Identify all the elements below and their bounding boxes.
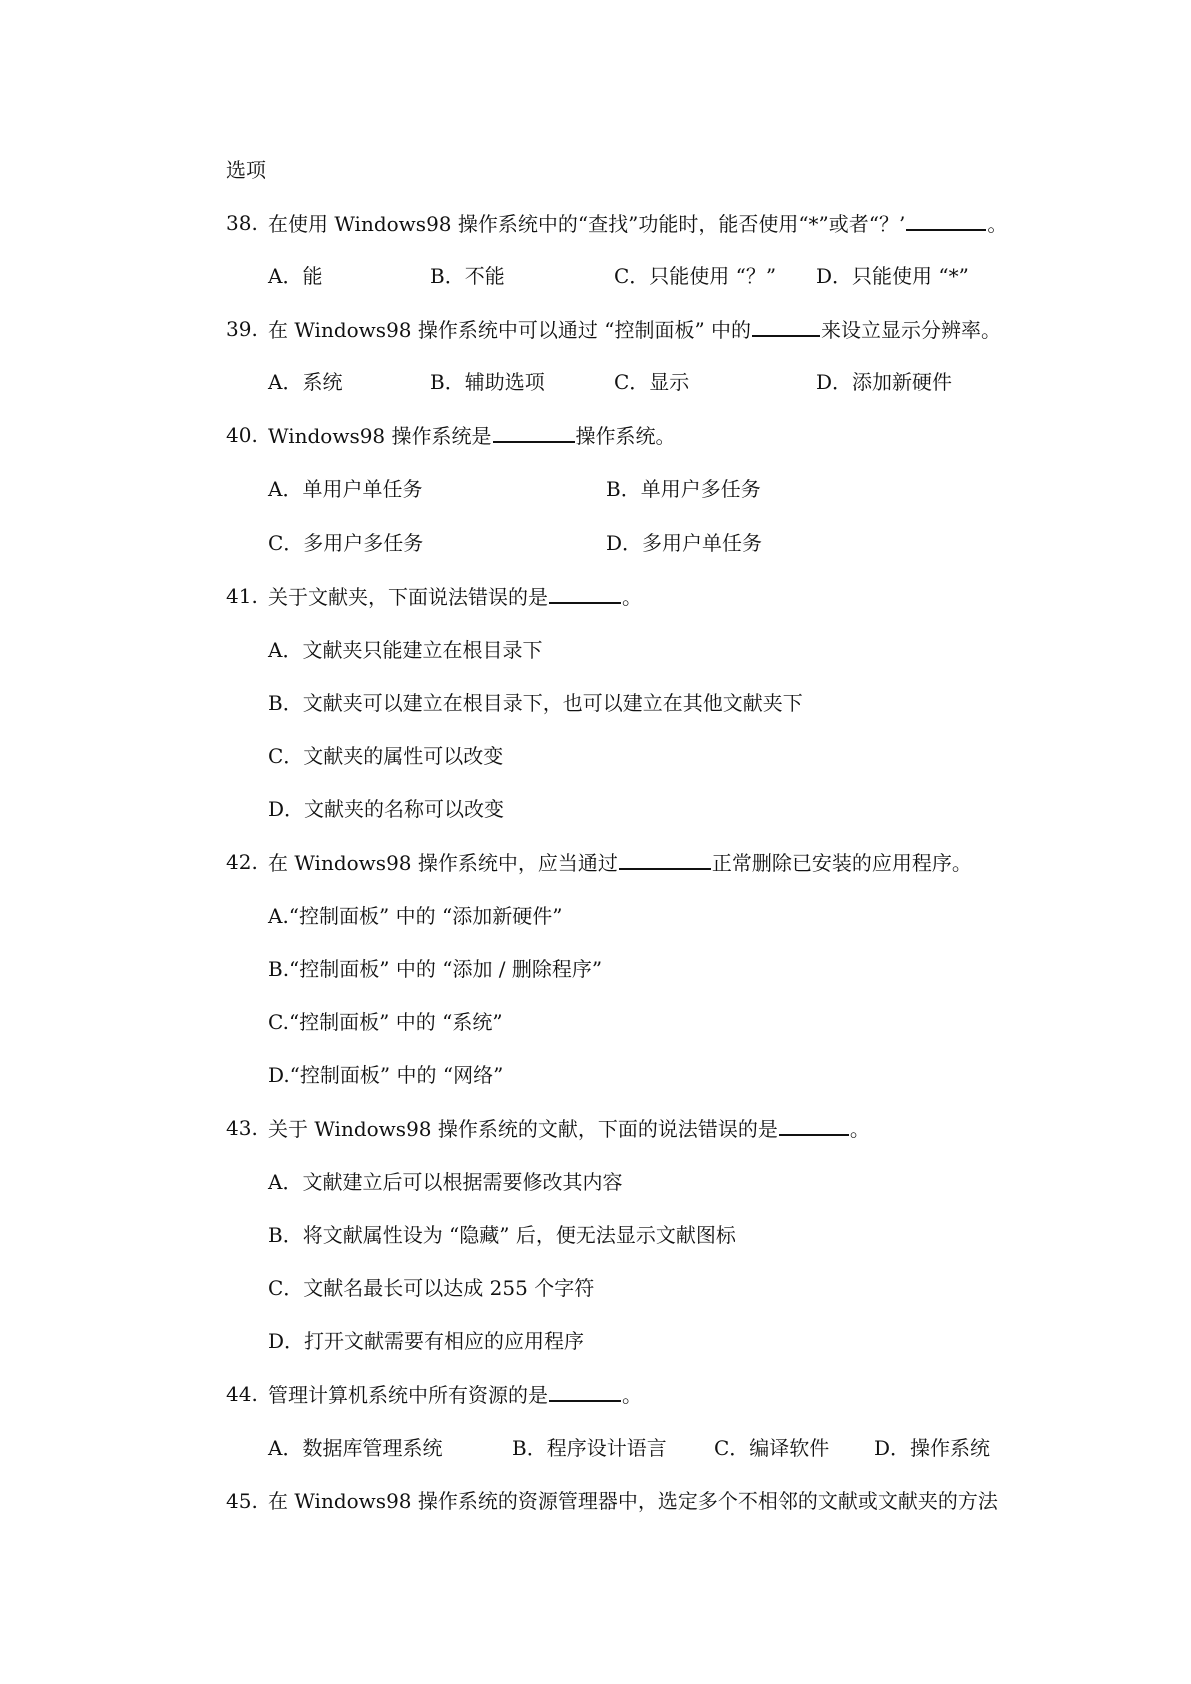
option-c: C．文献名最长可以达成 255 个字符 (268, 1276, 595, 1300)
question-number: 41. (226, 584, 258, 608)
continuation-text: 选项 (226, 158, 266, 182)
stem-before: 关于 Windows98 操作系统的文献，下面的说法错误的是 (268, 1117, 778, 1141)
answer-blank (906, 209, 986, 231)
answer-blank (779, 1114, 849, 1136)
option-c: C．只能使用 “？” (614, 264, 777, 288)
option-a: A．数据库管理系统 (268, 1436, 443, 1460)
option-c: C．多用户多任务 (268, 531, 424, 555)
option-a: A．文献夹只能建立在根目录下 (268, 638, 543, 662)
option-b: B．不能 (430, 264, 505, 288)
question-stem (268, 315, 1001, 344)
answer-blank (752, 315, 820, 337)
stem-before: Windows98 操作系统是 (268, 424, 492, 448)
question-number: 44. (226, 1382, 258, 1406)
option-d: D.“控制面板” 中的 “网络” (268, 1063, 504, 1087)
stem-after: 。 (622, 1383, 642, 1407)
question-number: 40. (226, 423, 258, 447)
option-b: B．程序设计语言 (512, 1436, 667, 1460)
stem-after: 操作系统。 (575, 424, 676, 448)
option-c: C．编译软件 (714, 1436, 830, 1460)
option-b: B．单用户多任务 (606, 477, 761, 501)
stem-before: 在使用 Windows98 操作系统中的“查找”功能时，能否使用“*”或者“？’ (268, 212, 906, 236)
question-number: 43. (226, 1116, 258, 1140)
option-c: C.“控制面板” 中的 “系统” (268, 1010, 503, 1034)
stem-after: 。 (987, 212, 1008, 236)
question-stem (268, 848, 972, 877)
option-d: D．多用户单任务 (606, 531, 763, 555)
option-b: B．辅助选项 (430, 370, 545, 394)
option-d: D．只能使用 “*” (816, 264, 969, 288)
option-d: D．打开文献需要有相应的应用程序 (268, 1329, 585, 1353)
option-b: B.“控制面板” 中的 “添加 / 删除程序” (268, 957, 603, 981)
stem-after: 来设立显示分辨率。 (821, 318, 1002, 342)
stem-after: 。 (849, 1117, 870, 1141)
stem-after: 正常删除已安装的应用程序。 (711, 851, 972, 875)
question-stem (268, 1114, 870, 1143)
stem-before: 关于文献夹，下面说法错误的是 (268, 585, 548, 609)
option-a: A．文献建立后可以根据需要修改其内容 (268, 1170, 623, 1194)
option-c: C．显示 (614, 370, 690, 394)
option-d: D．文献夹的名称可以改变 (268, 797, 505, 821)
question-number: 39. (226, 317, 258, 341)
stem-before: 管理计算机系统中所有资源的是 (268, 1383, 548, 1407)
option-c: C．文献夹的属性可以改变 (268, 744, 504, 768)
option-a: A．单用户单任务 (268, 477, 423, 501)
option-b: B．文献夹可以建立在根目录下，也可以建立在其他文献夹下 (268, 691, 803, 715)
option-d: D．添加新硬件 (816, 370, 953, 394)
question-number: 38. (226, 211, 258, 235)
option-a: A.“控制面板” 中的 “添加新硬件” (268, 904, 563, 928)
question-number: 42. (226, 850, 258, 874)
answer-blank (549, 582, 621, 604)
stem-before: 在 Windows98 操作系统中，应当通过 (268, 851, 618, 875)
stem-after: 。 (622, 585, 642, 609)
option-a: A．能 (268, 264, 323, 288)
answer-blank (493, 421, 575, 443)
stem-before: 在 Windows98 操作系统中可以通过 “控制面板” 中的 (268, 318, 752, 342)
question-number: 45. (226, 1489, 258, 1513)
question-stem: 在 Windows98 操作系统的资源管理器中，选定多个不相邻的文献或文献夹的方法 (268, 1489, 998, 1513)
option-a: A．系统 (268, 370, 343, 394)
answer-blank (619, 848, 711, 870)
option-b: B．将文献属性设为 “隐藏” 后，便无法显示文献图标 (268, 1223, 736, 1247)
question-stem (268, 1380, 642, 1409)
answer-blank (549, 1380, 621, 1402)
question-stem (268, 421, 676, 450)
question-stem (268, 209, 1007, 238)
option-d: D．操作系统 (874, 1436, 991, 1460)
question-stem (268, 582, 642, 611)
